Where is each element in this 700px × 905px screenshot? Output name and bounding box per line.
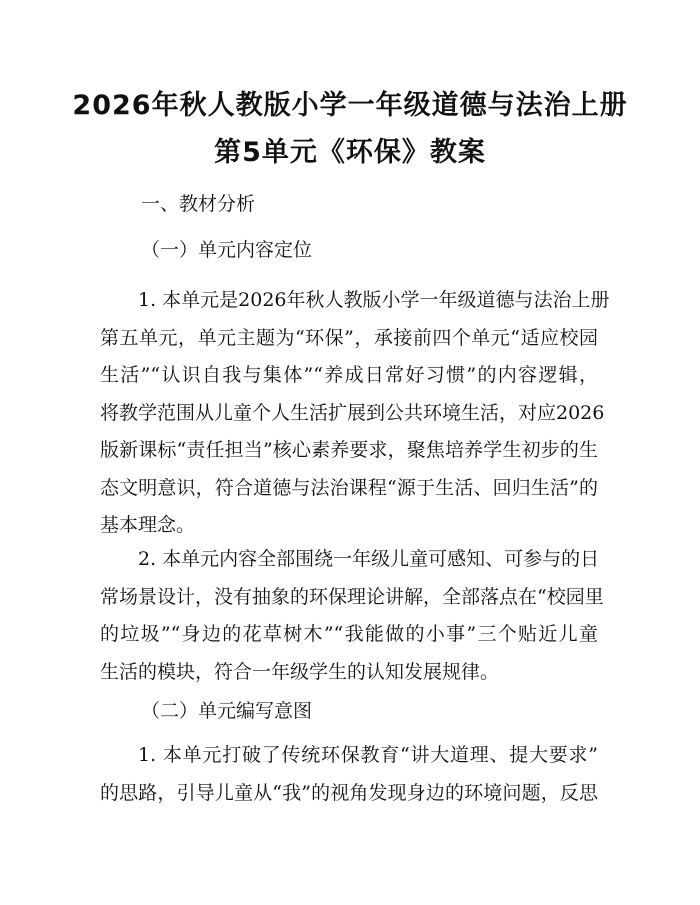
document-title-line-2: 第5单元《环保》教案 — [214, 137, 486, 168]
paragraph-line: 生活”“认识自我与集体”“养成日常好习惯”的内容逻辑， — [100, 364, 598, 386]
paragraph-line: 版新课标“责任担当”核心素养要求，聚焦培养学生初步的生 — [100, 439, 598, 461]
paragraph-line: 的垃圾”“身边的花草树木”“我能做的小事”三个贴近儿童 — [100, 623, 598, 645]
paragraph-line: 生活的模块，符合一年级学生的认知发展规律。 — [100, 660, 500, 683]
paragraph-unit-positioning-1 — [100, 282, 610, 545]
paragraph-writing-intent-1 — [100, 737, 598, 812]
subsection-heading-unit-positioning: （一）单元内容定位 — [141, 239, 313, 261]
paragraph-line: 态文明意识，符合道德与法治课程“源于生活、回归生活”的 — [100, 476, 598, 499]
paragraph-line: 的思路，引导儿童从“我”的视角发现身边的环境问题，反思 — [100, 781, 598, 804]
subsection-heading-writing-intent: （二）单元编写意图 — [141, 700, 313, 722]
paragraph-line: 基本理念。 — [100, 514, 196, 536]
paragraph-line: 将教学范围从儿童个人生活扩展到公共环境生活，对应2026 — [100, 401, 605, 424]
paragraph-line: 常场景设计，没有抽象的环保理论讲解，全部落点在“校园里 — [100, 585, 604, 608]
paragraph-unit-positioning-2 — [100, 541, 604, 691]
paragraph-line: 1. 本单元打破了传统环保教育“讲大道理、提大要求” — [138, 744, 598, 766]
paragraph-line: 第五单元，单元主题为“环保”，承接前四个单元“适应校园 — [100, 326, 598, 349]
document-title-line-1: 2026年秋人教版小学一年级道德与法治上册 — [72, 90, 628, 121]
paragraph-line: 2. 本单元内容全部围绕一年级儿童可感知、可参与的日 — [138, 548, 600, 570]
section-heading-teaching-material-analysis: 一、教材分析 — [141, 193, 256, 215]
paragraph-line: 1. 本单元是2026年秋人教版小学一年级道德与法治上册 — [138, 289, 610, 311]
